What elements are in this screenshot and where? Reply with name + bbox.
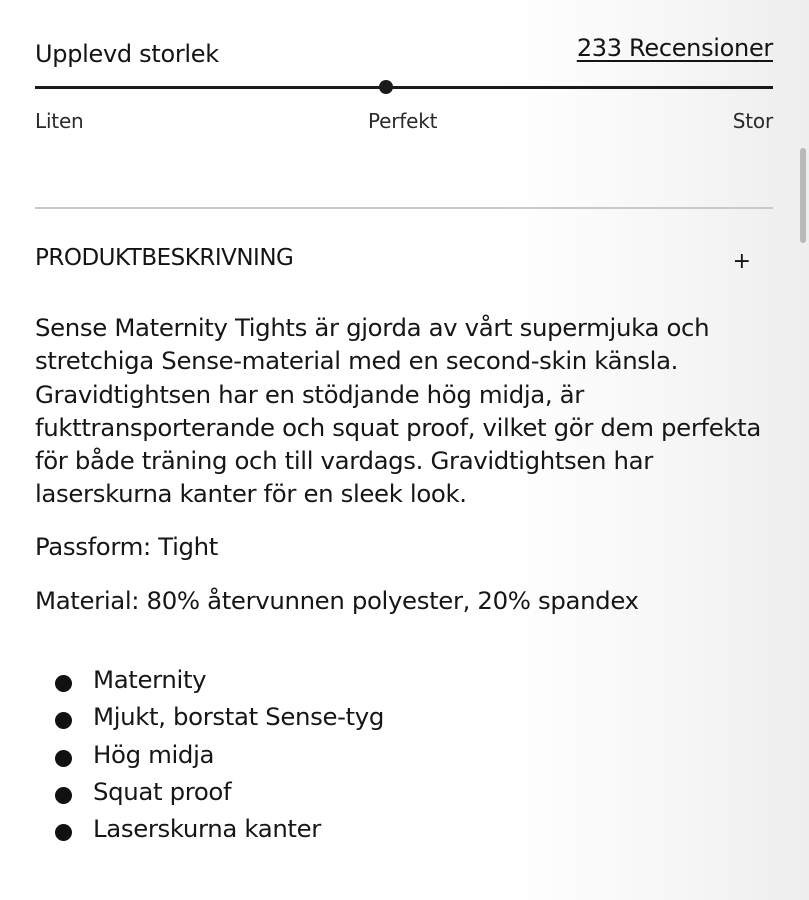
feature-text: Mjukt, borstat Sense-tyg	[93, 702, 384, 732]
bullet-icon	[55, 824, 72, 841]
bullet-icon	[55, 750, 72, 767]
product-description-accordion-header[interactable]	[35, 245, 773, 285]
feature-item	[55, 740, 384, 777]
expand-plus-icon[interactable]: +	[732, 249, 751, 274]
reviews-link[interactable]: 233 Recensioner	[576, 34, 773, 62]
bullet-icon	[55, 712, 72, 729]
feature-text: Squat proof	[93, 776, 232, 806]
feature-text: Hög midja	[93, 739, 215, 769]
feature-list	[55, 665, 384, 851]
size-label-small: Liten	[35, 109, 84, 133]
feature-item	[55, 665, 384, 702]
feature-item	[55, 702, 384, 739]
product-description-text: Sense Maternity Tights är gjorda av vårt supermjuka och stretchiga Sense-material med en second-skin känsla. Gravidtightsen har en stödjande hög midja, är fukttransporterande och squat proof, vilket gör dem perfekta för både träning och till vardags. Gravidtightsen har laserskurna kanter för en sleek look.	[35, 313, 761, 509]
scrollbar-thumb[interactable]	[800, 148, 806, 243]
fit-info: Passform: Tight	[35, 532, 218, 561]
bullet-icon	[55, 787, 72, 804]
size-label-large: Stor	[732, 109, 773, 133]
product-description-title: PRODUKTBESKRIVNING	[35, 245, 294, 271]
feature-item	[55, 814, 384, 851]
feature-item	[55, 777, 384, 814]
size-label-perfect: Perfekt	[368, 109, 438, 133]
size-fit-title: Upplevd storlek	[35, 40, 219, 68]
section-divider	[35, 207, 773, 209]
feature-text: Laserskurna kanter	[93, 814, 321, 844]
size-fit-track	[35, 86, 773, 89]
material-info: Material: 80% återvunnen polyester, 20% spandex	[35, 586, 639, 615]
size-fit-marker	[379, 80, 393, 94]
bullet-icon	[55, 675, 72, 692]
feature-text: Maternity	[93, 665, 207, 694]
